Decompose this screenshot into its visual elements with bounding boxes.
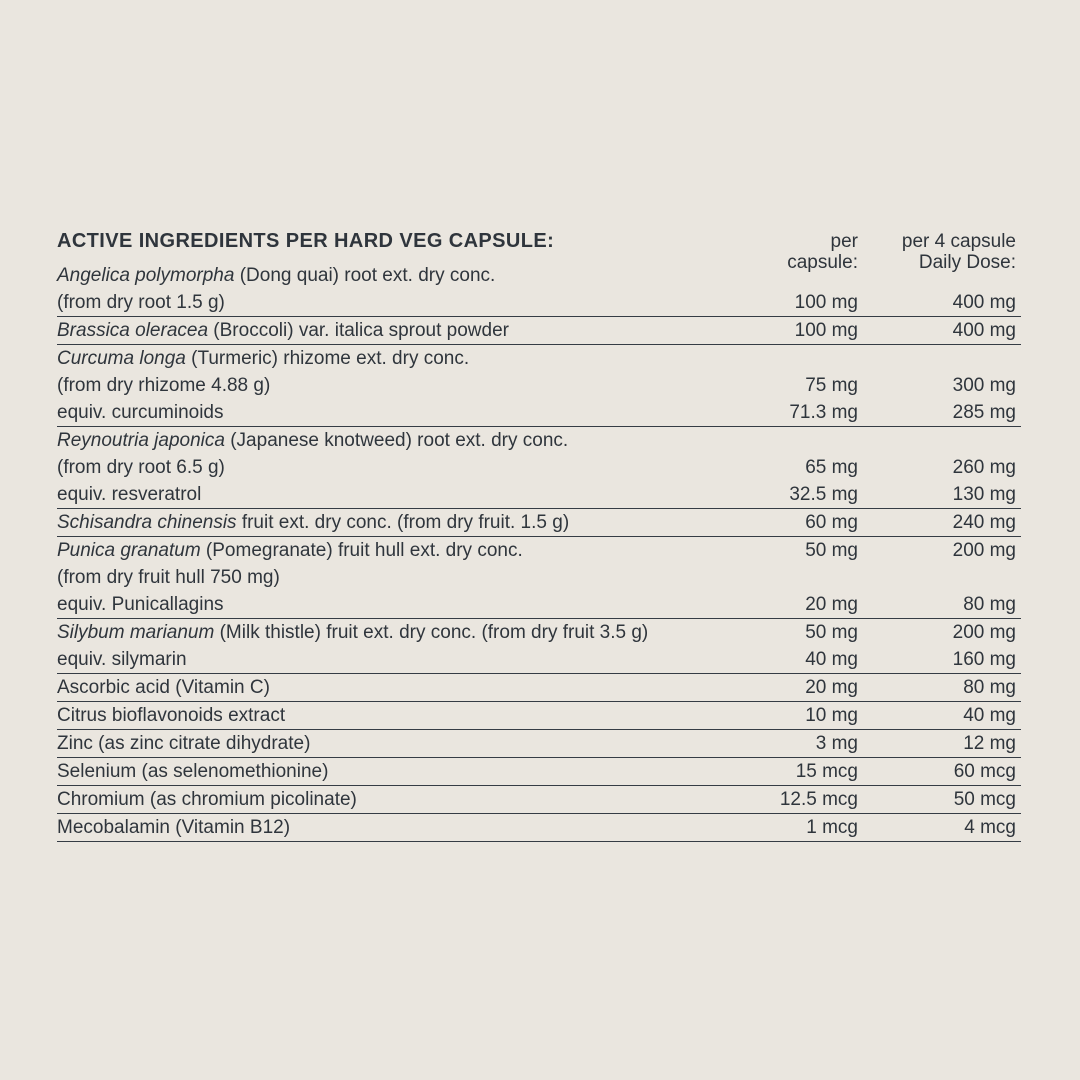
ingredient-name xyxy=(57,730,738,757)
per-capsule-value: 50 mg xyxy=(805,540,858,561)
ingredient-group xyxy=(57,427,1021,509)
ingredient-group xyxy=(57,758,1021,786)
ingredient-name-text: (Turmeric) rhizome ext. dry conc. xyxy=(185,348,470,369)
ingredient-row xyxy=(57,481,1021,508)
ingredient-name xyxy=(57,399,738,426)
per-capsule-value: 60 mg xyxy=(805,512,858,533)
daily-dose-value: 400 mg xyxy=(952,292,1016,313)
ingredient-name xyxy=(57,674,738,701)
ingredient-name-text: Selenium (as selenomethionine) xyxy=(57,761,329,782)
ingredient-name xyxy=(57,481,738,508)
per-capsule-value: 3 mg xyxy=(815,733,858,754)
daily-dose-value: 400 mg xyxy=(952,320,1016,341)
ingredient-group xyxy=(57,345,1021,427)
per-capsule-value: 40 mg xyxy=(805,649,858,670)
per-capsule-value: 15 mcg xyxy=(795,761,858,782)
ingredient-name-text: Mecobalamin (Vitamin B12) xyxy=(57,817,291,838)
ingredient-name xyxy=(57,758,738,785)
ingredient-name-text: fruit ext. dry conc. (from dry fruit. 1.5 g) xyxy=(236,512,570,533)
ingredient-group xyxy=(57,317,1021,345)
ingredient-name-text: (from dry fruit hull 750 mg) xyxy=(57,567,280,588)
ingredient-group xyxy=(57,814,1021,842)
table-header xyxy=(57,230,1021,273)
ingredient-name xyxy=(57,427,738,454)
ingredient-group xyxy=(57,786,1021,814)
per-capsule-value xyxy=(738,262,858,289)
ingredient-name-text: (from dry rhizome 4.88 g) xyxy=(57,375,271,396)
ingredient-row xyxy=(57,591,1021,618)
daily-dose-value xyxy=(858,345,1016,372)
ingredient-name-text: equiv. curcuminoids xyxy=(57,402,224,423)
ingredient-row xyxy=(57,814,1021,841)
ingredient-name-text: (from dry root 1.5 g) xyxy=(57,292,225,313)
ingredient-row xyxy=(57,646,1021,673)
daily-dose-value xyxy=(858,262,1016,289)
ingredient-name-text: Citrus bioflavonoids extract xyxy=(57,705,286,726)
per-capsule-value xyxy=(738,427,858,454)
table-title: ACTIVE INGREDIENTS PER HARD VEG CAPSULE: xyxy=(57,230,555,252)
ingredient-row xyxy=(57,537,1021,564)
supplement-facts-panel xyxy=(57,231,1021,842)
ingredient-name xyxy=(57,509,738,536)
ingredient-latin-name: Reynoutria japonica xyxy=(57,430,225,451)
ingredient-group xyxy=(57,674,1021,702)
daily-dose-value: 285 mg xyxy=(952,402,1016,423)
ingredient-name-text: (Broccoli) var. italica sprout powder xyxy=(208,320,509,341)
ingredient-row xyxy=(57,730,1021,757)
daily-dose-value: 200 mg xyxy=(952,540,1016,561)
ingredient-name-text: (Milk thistle) fruit ext. dry conc. (from dry fruit 3.5 g) xyxy=(214,622,649,643)
per-capsule-value: 20 mg xyxy=(805,677,858,698)
ingredient-name-text: (Japanese knotweed) root ext. dry conc. xyxy=(224,430,569,451)
ingredient-row xyxy=(57,674,1021,701)
ingredient-name-text: Ascorbic acid (Vitamin C) xyxy=(57,677,270,698)
daily-dose-value xyxy=(858,564,1016,591)
ingredient-group xyxy=(57,509,1021,537)
per-capsule-value: 50 mg xyxy=(805,622,858,643)
ingredient-group xyxy=(57,730,1021,758)
ingredient-name xyxy=(57,786,738,813)
ingredient-row xyxy=(57,702,1021,729)
ingredient-latin-name: Curcuma longa xyxy=(57,348,186,369)
ingredient-row xyxy=(57,619,1021,646)
ingredient-row xyxy=(57,454,1021,481)
ingredient-row xyxy=(57,509,1021,536)
daily-dose-value: 80 mg xyxy=(963,677,1016,698)
ingredient-row xyxy=(57,427,1021,454)
daily-dose-value: 12 mg xyxy=(963,733,1016,754)
ingredient-row xyxy=(57,345,1021,372)
per-capsule-value: 100 mg xyxy=(794,292,858,313)
daily-dose-value: 260 mg xyxy=(952,457,1016,478)
per-capsule-value: 75 mg xyxy=(805,375,858,396)
column-header-per-capsule-line1: per xyxy=(830,231,858,252)
per-capsule-value: 71.3 mg xyxy=(789,402,858,423)
ingredient-name-text: equiv. resveratrol xyxy=(57,484,202,505)
daily-dose-value xyxy=(858,427,1016,454)
ingredient-name xyxy=(57,537,738,564)
ingredient-name-text: (Dong quai) root ext. dry conc. xyxy=(234,265,496,286)
ingredient-latin-name: Angelica polymorpha xyxy=(57,265,235,286)
ingredient-group xyxy=(57,262,1021,317)
ingredients-table xyxy=(57,262,1021,842)
daily-dose-value: 60 mcg xyxy=(953,761,1016,782)
ingredient-group xyxy=(57,537,1021,619)
ingredient-name xyxy=(57,454,738,481)
ingredient-name-text: equiv. silymarin xyxy=(57,649,187,670)
column-header-daily-dose-line1: per 4 capsule xyxy=(901,231,1016,252)
per-capsule-value: 20 mg xyxy=(805,594,858,615)
daily-dose-value: 240 mg xyxy=(952,512,1016,533)
per-capsule-value xyxy=(738,345,858,372)
ingredient-latin-name: Silybum marianum xyxy=(57,622,215,643)
per-capsule-value: 10 mg xyxy=(805,705,858,726)
ingredient-latin-name: Punica granatum xyxy=(57,540,201,561)
ingredient-name-text: (from dry root 6.5 g) xyxy=(57,457,225,478)
ingredient-name xyxy=(57,345,738,372)
daily-dose-value: 300 mg xyxy=(952,375,1016,396)
ingredient-group xyxy=(57,702,1021,730)
daily-dose-value: 40 mg xyxy=(963,705,1016,726)
ingredient-name xyxy=(57,646,738,673)
ingredient-row xyxy=(57,564,1021,591)
column-header-per-capsule-line2: capsule: xyxy=(787,252,858,273)
ingredient-row xyxy=(57,758,1021,785)
ingredient-latin-name: Brassica oleracea xyxy=(57,320,209,341)
daily-dose-value: 160 mg xyxy=(952,649,1016,670)
ingredient-name-text: Zinc (as zinc citrate dihydrate) xyxy=(57,733,311,754)
ingredient-row xyxy=(57,289,1021,316)
ingredient-name-text: (Pomegranate) fruit hull ext. dry conc. xyxy=(200,540,523,561)
per-capsule-value xyxy=(738,564,858,591)
ingredient-group xyxy=(57,619,1021,674)
daily-dose-value: 200 mg xyxy=(952,622,1016,643)
ingredient-row xyxy=(57,786,1021,813)
ingredient-row xyxy=(57,372,1021,399)
ingredient-row xyxy=(57,262,1021,289)
daily-dose-value: 4 mcg xyxy=(964,817,1016,838)
ingredient-row xyxy=(57,399,1021,426)
per-capsule-value: 32.5 mg xyxy=(789,484,858,505)
ingredient-name xyxy=(57,702,738,729)
per-capsule-value: 65 mg xyxy=(805,457,858,478)
ingredient-row xyxy=(57,317,1021,344)
ingredient-name-text: equiv. Punicallagins xyxy=(57,594,224,615)
ingredient-name xyxy=(57,317,738,344)
ingredient-name xyxy=(57,372,738,399)
ingredient-name xyxy=(57,619,738,646)
ingredient-name-text: Chromium (as chromium picolinate) xyxy=(57,789,357,810)
daily-dose-value: 130 mg xyxy=(952,484,1016,505)
per-capsule-value: 12.5 mcg xyxy=(779,789,858,810)
ingredient-name xyxy=(57,262,738,289)
daily-dose-value: 80 mg xyxy=(963,594,1016,615)
ingredient-name xyxy=(57,591,738,618)
ingredient-name xyxy=(57,564,738,591)
ingredient-latin-name: Schisandra chinensis xyxy=(57,512,237,533)
per-capsule-value: 100 mg xyxy=(794,320,858,341)
ingredient-name xyxy=(57,289,738,316)
ingredient-name xyxy=(57,814,738,841)
daily-dose-value: 50 mcg xyxy=(953,789,1016,810)
column-header-daily-dose-line2: Daily Dose: xyxy=(918,252,1016,273)
per-capsule-value: 1 mcg xyxy=(806,817,858,838)
